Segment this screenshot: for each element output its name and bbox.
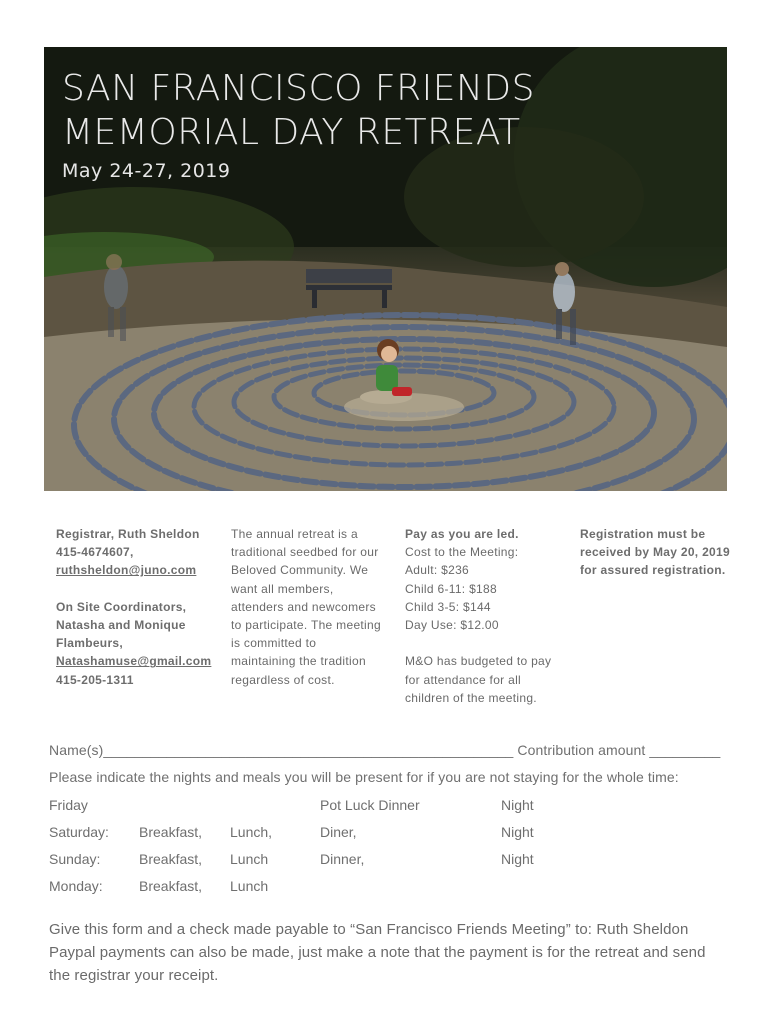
mo-note-line: children of the meeting.: [405, 690, 537, 705]
day-label: Friday: [49, 797, 88, 813]
onsite-email-link[interactable]: Natashamuse@gmail.com: [56, 654, 212, 669]
attendance-instructions: Please indicate the nights and meals you will be present for if you are not staying for the whole time:: [49, 769, 679, 785]
meal-option-dinner[interactable]: Pot Luck Dinner: [320, 797, 420, 813]
night-option[interactable]: Night: [501, 824, 534, 840]
meal-option-lunch[interactable]: Lunch: [230, 878, 269, 894]
description-line: The annual retreat is a: [231, 527, 358, 541]
day-label: Sunday:: [49, 851, 101, 867]
cost-label: Cost to the Meeting:: [405, 545, 519, 560]
name-contribution-field[interactable]: Name(s)____________________________________________________ Contribution amount _________: [49, 742, 721, 758]
cost-child-3-5: Child 3-5: $144: [405, 599, 491, 614]
deadline-line: for assured registration.: [580, 563, 726, 578]
pay-heading: Pay as you are led.: [405, 527, 519, 541]
day-label: Saturday:: [49, 824, 109, 840]
deadline-column: [580, 525, 740, 580]
onsite-coordinators-label: On Site Coordinators,: [56, 599, 187, 614]
onsite-phone: 415-205-1311: [56, 672, 134, 687]
description-line: traditional seedbed for our: [231, 545, 379, 560]
payment-instructions: [49, 918, 739, 987]
description-line: Beloved Community. We: [231, 563, 369, 578]
payment-line: Paypal payments can also be made, just make a note that the payment is for the retreat and send: [49, 944, 706, 961]
night-option[interactable]: Night: [501, 851, 534, 867]
description-line: maintaining the tradition: [231, 654, 366, 669]
retreat-date: May 24-27, 2019: [62, 160, 231, 182]
cost-day-use: Day Use: $12.00: [405, 618, 499, 633]
description-line: regardless of cost.: [231, 672, 335, 687]
onsite-coordinators-names: Natasha and Monique: [56, 618, 186, 632]
meal-option-breakfast[interactable]: Breakfast,: [139, 824, 203, 840]
cost-adult: Adult: $236: [405, 563, 470, 578]
registrar-name: Registrar, Ruth Sheldon: [56, 527, 200, 541]
retreat-title: [62, 67, 535, 155]
description-line: to participate. The meeting: [231, 618, 381, 633]
deadline-line: Registration must be: [580, 527, 706, 541]
payment-line: Give this form and a check made payable to “San Francisco Friends Meeting” to: Ruth Sheldon: [49, 921, 689, 938]
meal-option-dinner[interactable]: Diner,: [320, 824, 357, 840]
registrar-email-link[interactable]: ruthsheldon@juno.com: [56, 563, 197, 578]
description-line: want all members,: [231, 581, 334, 596]
title-line-1: SAN FRANCISCO FRIENDS: [62, 68, 535, 109]
meal-option-lunch[interactable]: Lunch,: [230, 824, 273, 840]
hero-photo: [44, 47, 727, 491]
onsite-coordinators-surname: Flambeurs,: [56, 636, 124, 651]
cost-child-6-11: Child 6-11: $188: [405, 581, 497, 596]
contacts-column: [56, 525, 226, 689]
meal-option-breakfast[interactable]: Breakfast,: [139, 851, 203, 867]
meal-option-breakfast[interactable]: Breakfast,: [139, 878, 203, 894]
description-line: attenders and newcomers: [231, 599, 376, 614]
payment-line: the registrar your receipt.: [49, 967, 219, 984]
retreat-description-column: [231, 525, 401, 689]
mo-note-line: for attendance for all: [405, 672, 522, 687]
registrar-phone: 415-4674607,: [56, 545, 134, 560]
description-line: is committed to: [231, 636, 317, 651]
title-line-2: MEMORIAL DAY RETREAT: [62, 112, 521, 153]
night-option[interactable]: Night: [501, 797, 534, 813]
cost-column: [405, 525, 575, 707]
deadline-line: received by May 20, 2019: [580, 545, 730, 560]
meal-option-dinner[interactable]: Dinner,: [320, 851, 365, 867]
meal-option-lunch[interactable]: Lunch: [230, 851, 269, 867]
mo-note-line: M&O has budgeted to pay: [405, 654, 552, 669]
day-label: Monday:: [49, 878, 103, 894]
